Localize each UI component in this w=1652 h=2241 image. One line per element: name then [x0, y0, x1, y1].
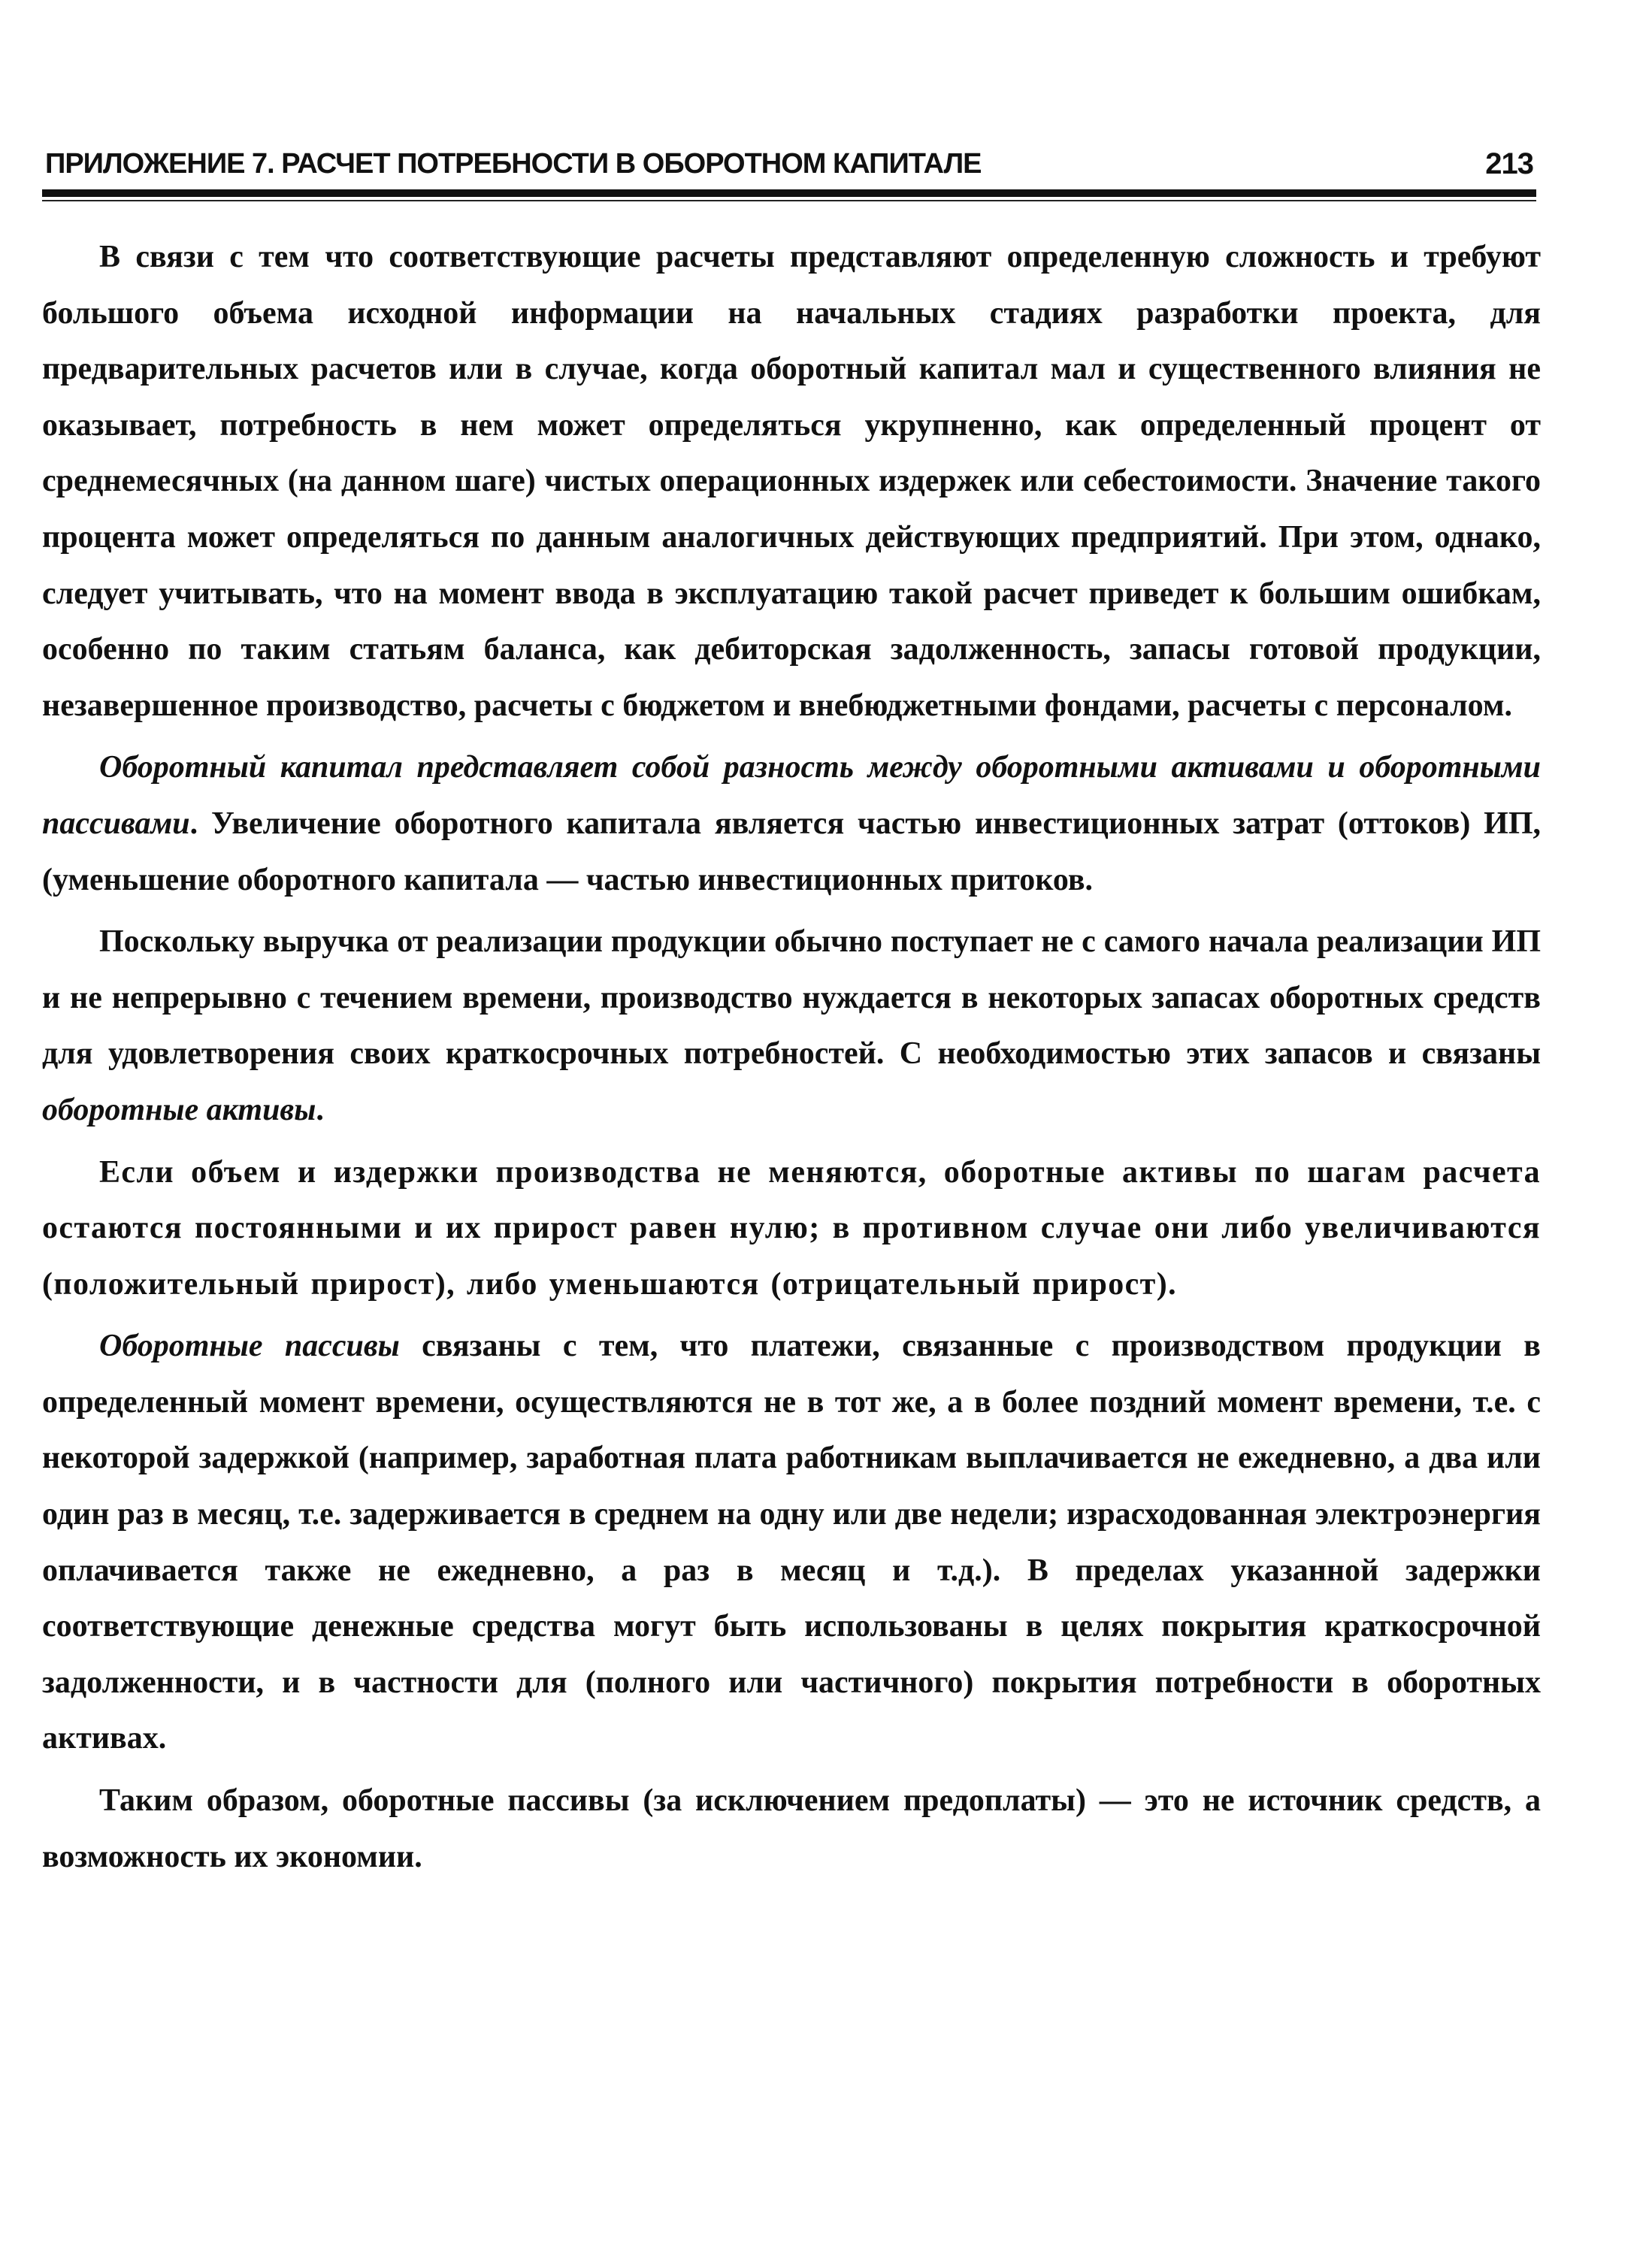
page-number: 213 — [1485, 147, 1533, 180]
paragraph-text: . Увеличение оборотного капитала является частью инвестиционных затрат (оттоков) ИП, (уменьшение оборотного капитала — частью инвестиционных притоков. — [42, 806, 1541, 897]
paragraph-6 — [42, 1773, 1541, 1885]
paragraph-4 — [42, 1145, 1541, 1313]
paragraph-italic-lead: Оборотный капитал представляет собой разность между оборотными активами и оборотными пассивами — [42, 750, 1541, 841]
paragraph-tail-end: . — [316, 1092, 324, 1127]
paragraph-text: связаны с тем, что платежи, связанные с производством продукции в определенный момент времени, осуществляются не в тот же, а в более поздний момент времени, т.е. с некоторой задержкой (например, заработная плата работникам выплачивается не ежедневно, а два или один раз в месяц, т.е. задерживается в среднем на одну или две недели; израсходованная электроэнергия оплачивается также не ежедневно, а раз в месяц и т.д.). В пределах указанной задержки соответствующие денежные средства могут быть использованы в целях покрытия краткосрочной задолженности, и в частности для (полного или частичного) покрытия потребности в оборотных активах. — [42, 1329, 1541, 1756]
header-rule — [42, 189, 1536, 197]
paragraph-3 — [42, 914, 1541, 1138]
running-header — [45, 141, 1533, 186]
paragraph-text: Если объем и издержки производства не меняются, оборотные активы по шагам расчета остаются постоянными и их прирост равен нулю; в противном случае они либо увеличиваются (положительный прирост), либо уменьшаются (отрицательный прирост). — [42, 1154, 1541, 1302]
body-text — [42, 229, 1541, 1891]
paragraph-italic-lead: Оборотные пассивы — [99, 1329, 400, 1364]
paragraph-5 — [42, 1318, 1541, 1767]
paragraph-1 — [42, 229, 1541, 733]
paragraph-text: Таким образом, оборотные пассивы (за исключением предоплаты) — это не источник средств, а возможность их экономии. — [42, 1783, 1541, 1874]
paragraph-italic-tail: оборотные активы — [42, 1092, 316, 1127]
paragraph-text: Поскольку выручка от реализации продукции обычно поступает не с самого начала реализации ИП и не непрерывно с течением времени, производство нуждается в некоторых запасах оборотных средств для удовлетворения своих краткосрочных потребностей. С необходимостью этих запасов и связаны — [42, 924, 1541, 1072]
paragraph-text: В связи с тем что соответствующие расчеты представляют определенную сложность и требуют большого объема исходной информации на начальных стадиях разработки проекта, для предварительных расчетов или в случае, когда оборотный капитал мал и существенного влияния не оказывает, потребность в нем может определяться укрупненно, как определенный процент от среднемесячных (на данном шаге) чистых операционных издержек или себестоимости. Значение такого процента может определяться по данным аналогичных действующих предприятий. При этом, однако, следует учитывать, что на момент ввода в эксплуатацию такой расчет приведет к большим ошибкам, особенно по таким статьям баланса, как дебиторская задолженность, запасы готовой продукции, незавершенное производство, расчеты с бюджетом и внебюджетными фондами, расчеты с персоналом. — [42, 240, 1541, 723]
paragraph-2 — [42, 739, 1541, 908]
chapter-title: ПРИЛОЖЕНИЕ 7. РАСЧЕТ ПОТРЕБНОСТИ В ОБОРОТНОМ КАПИТАЛЕ — [45, 148, 982, 180]
header-rule-thin — [42, 200, 1536, 201]
